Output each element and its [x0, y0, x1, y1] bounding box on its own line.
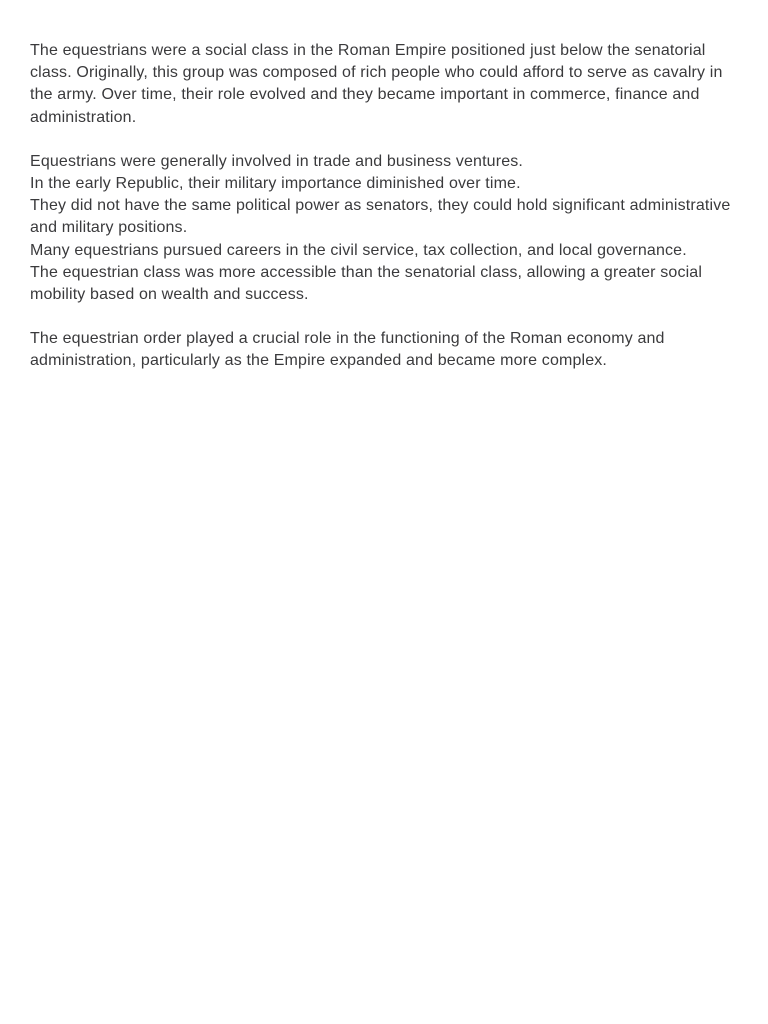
paragraph-intro	[30, 40, 738, 129]
paragraph-line: Many equestrians pursued careers in the civil service, tax collection, and local governance.	[30, 241, 687, 259]
paragraph-line: The equestrians were a social class in the Roman Empire positioned just below the senatorial	[30, 42, 706, 59]
paragraph-line: administration, particularly as the Empire expanded and became more complex.	[30, 352, 608, 370]
paragraph-line: In the early Republic, their military importance diminished over time.	[30, 175, 521, 193]
paragraph-line: mobility based on wealth and success.	[30, 286, 309, 304]
paragraph-details	[30, 151, 738, 306]
paragraph-line: class. Originally, this group was composed of rich people who could afford to serve as cavalry in	[30, 64, 723, 82]
paragraph-line: The equestrian order played a crucial role in the functioning of the Roman economy and	[30, 330, 665, 348]
paragraph-line: The equestrian class was more accessible than the senatorial class, allowing a greater social	[30, 263, 703, 281]
paragraph-line: They did not have the same political power as senators, they could hold significant administrative	[30, 197, 731, 215]
paragraph-line: the army. Over time, their role evolved and they became important in commerce, finance and	[30, 86, 700, 104]
paragraph-line: Equestrians were generally involved in trade and business ventures.	[30, 152, 523, 170]
paragraph-line: and military positions.	[30, 219, 188, 237]
paragraph-line: administration.	[30, 108, 137, 126]
paragraph-conclusion	[30, 328, 738, 372]
